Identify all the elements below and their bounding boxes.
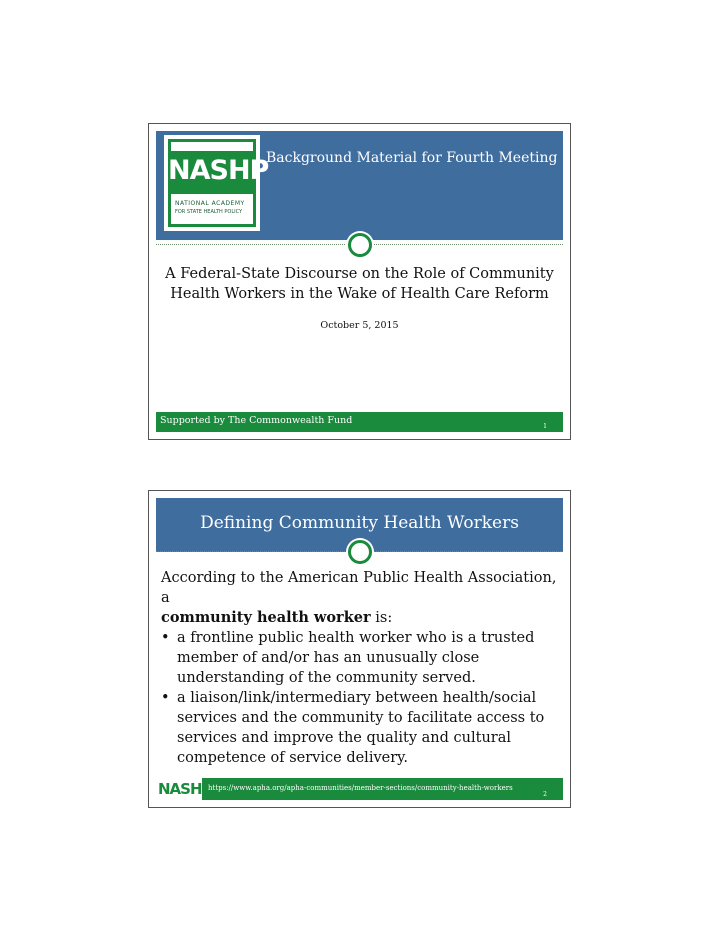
slide-2-footer	[156, 778, 563, 800]
slide-1	[148, 123, 571, 440]
header-title: Background Material for Fourth Meeting	[266, 150, 558, 166]
presentation-title: A Federal-State Discourse on the Role of Community Health Workers in the Wake of Health Care Reform	[165, 266, 554, 302]
logo-subtitle: NATIONAL ACADEMY FOR STATE HEALTH POLICY	[175, 200, 245, 215]
term-highlight: community health worker	[161, 609, 371, 626]
circle-icon	[348, 540, 372, 564]
nashp-logo	[164, 135, 269, 231]
bullet-icon: •	[161, 630, 170, 646]
definition-body	[161, 568, 558, 768]
nashp-mini-logo: NASHP	[158, 780, 212, 798]
list-item: • a frontline public health worker who is a trusted member of and/or has an unusually close understanding of the community served.	[161, 630, 535, 686]
slide-1-content	[156, 131, 563, 432]
circle-icon	[348, 233, 372, 257]
slide-title: Defining Community Health Workers	[200, 513, 519, 533]
presentation-date: October 5, 2015	[320, 320, 399, 331]
bullet-icon: •	[161, 690, 170, 706]
source-url: https://www.apha.org/apha-communities/member-sections/community-health-workers	[208, 784, 513, 792]
page-number: 2	[543, 791, 547, 798]
list-item: • a liaison/link/intermediary between health/social services and the community to facilitate access to services and improve the quality and cultural competence of service delivery.	[161, 690, 545, 766]
slide-2	[148, 490, 571, 808]
slide-1-footer	[156, 412, 563, 432]
funder-credit: Supported by The Commonwealth Fund	[160, 415, 353, 426]
logo-wordmark: NASHP	[168, 155, 269, 186]
intro-text: According to the American Public Health Association, a community health worker is:	[161, 570, 557, 626]
definition-list	[161, 628, 558, 768]
page-number: 1	[543, 423, 547, 430]
slide-2-content	[156, 498, 563, 800]
slide-1-header	[156, 131, 563, 240]
